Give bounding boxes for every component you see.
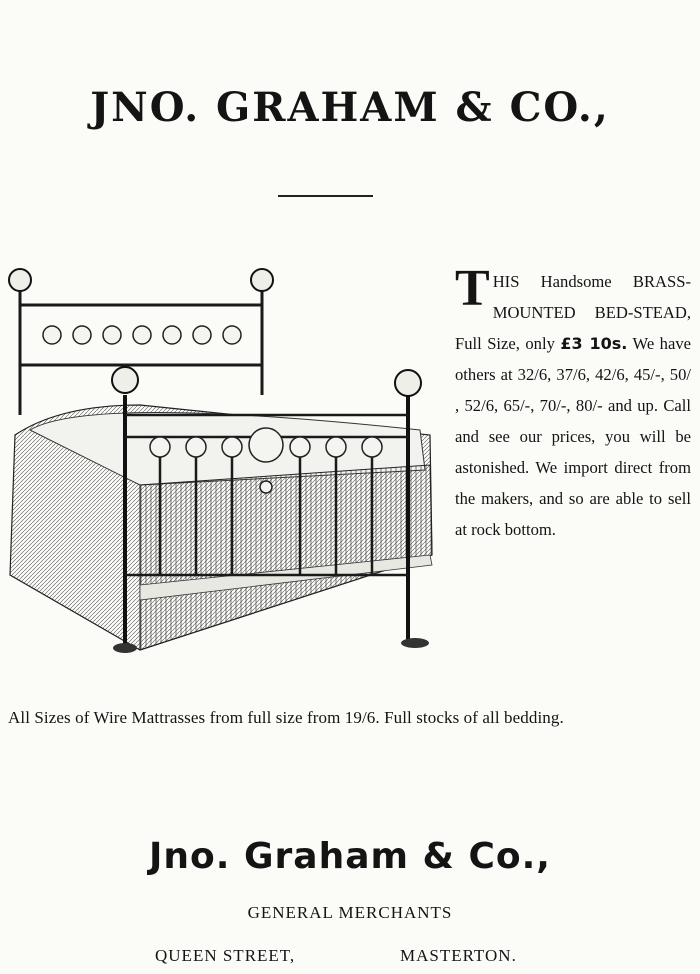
advert-body-text (455, 260, 691, 545)
drop-cap: T (455, 260, 490, 317)
mattress-line: All Sizes of Wire Mattrasses from full size from 19/6. Full stocks of all bedding. (8, 708, 564, 727)
footer-company-name: Jno. Graham & Co., (149, 836, 551, 877)
advert-text-end: We have others at 32/6, 37/6, 42/6, 45/-, 50/ , 52/6, 65/-, 70/-, 80/- and up. Call and see our prices, you will be astonished. We import direct from the makers, and so are able to sell at rock bottom. (455, 334, 691, 539)
footer-subtitle: GENERAL MERCHANTS (247, 903, 453, 922)
footer-street: QUEEN STREET, (155, 946, 296, 965)
footer-town: MASTERTON. (400, 946, 517, 965)
divider-rule (278, 195, 373, 197)
advert-text-start: HIS Handsome BRASS-MOUNTED BED-STEAD, Full Size, only (455, 272, 691, 353)
bedstead-price: £3 10s. (560, 334, 628, 353)
headline-company-name: JNO. GRAHAM & CO., (90, 84, 610, 131)
brass-bedstead-illustration (0, 255, 450, 665)
